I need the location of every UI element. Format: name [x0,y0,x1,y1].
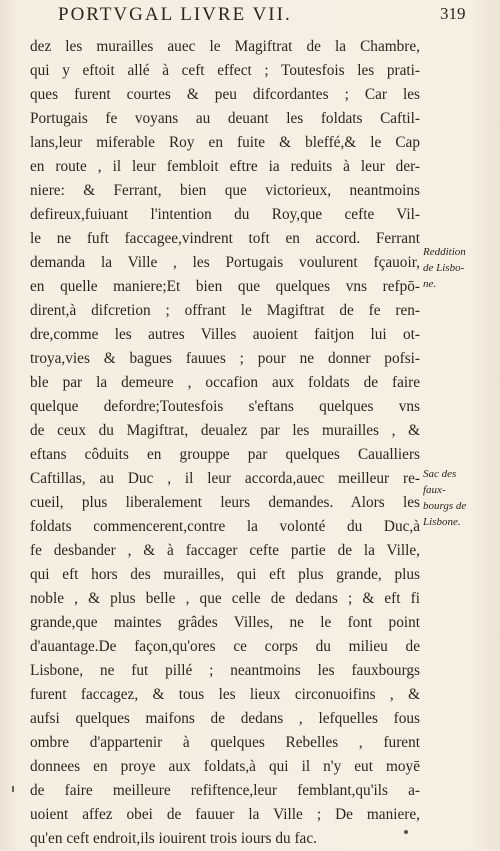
text-line: dre,comme les autres Villes auoient faitjon lui ot- [30,326,420,343]
text-line: uoient affez obei de fauuer la Ville ; De maniere, [30,806,420,823]
margin-note-line: de Lisbo- [423,262,465,274]
text-line: dirent,à difcretion ; offrant le Magiftrat de fe ren- [30,302,420,319]
body-text [30,35,420,851]
text-line: en route , il leur fembloit eftre ia reduits à leur der- [30,158,420,175]
margin-note-sac [423,466,499,530]
text-line: eftans côduits en grouppe par quelques Caualliers [30,446,420,463]
text-line: de ceux du Magiftrat, deualez par les murailles , & [30,422,420,439]
text-line: de faire meilleure refiftence,leur femblant,qu'ils a- [30,782,420,799]
text-line: defireux,fuiuant l'intention du Roy,que cefte Vil- [30,206,420,223]
text-line: dez les murailles auec le Magiftrat de la Chambre, [30,38,420,55]
margin-note-line: ne. [423,278,437,290]
text-line: noble , & plus belle , que celle de dedans ; & eft fi [30,590,420,607]
running-title: PORTVGAL LIVRE VII. [58,4,292,25]
text-line: niere: & Ferrant, bien que victorieux, neantmoins [30,182,420,199]
text-line: furent faccagez, & tous les lieux circonuoifins , & [30,686,420,703]
text-line: fe desbander , & à faccager cefte partie de la Ville, [30,542,420,559]
text-line: ques furent courtes & peu difcordantes ; Car les [30,86,420,103]
text-line: cueil, plus liberalement leurs demandes. Alors les [30,494,420,511]
text-line: quelque defordre;Toutesfois s'eftans quelques vns [30,398,420,415]
text-line: ombre d'appartenir à quelques Rebelles , furent [30,734,420,751]
margin-note-line: faux- [423,484,446,496]
text-line: en quelle maniere;Et bien que quelques vns refpō- [30,278,420,295]
margin-note-line: bourgs de [423,500,467,512]
text-line: lans,leur miferable Roy en fuite & bleffé,& le Cap [30,134,420,151]
margin-note-line: Sac des [423,468,457,480]
text-line: d'auantage.De façon,qu'ores ce corps du milieu de [30,638,420,655]
text-line: Caftillas, au Duc , il leur accorda,auec meilleur re- [30,470,420,487]
text-line: qu'en ceft endroit,ils iouirent trois iours du fac. [30,830,317,847]
text-line: Portugais fe voyans au deuant les foldats Caftil- [30,110,420,127]
text-line: grande,que maintes grâdes Villes, ne le font point [30,614,420,631]
margin-note-line: Reddition [423,246,466,258]
text-line: donnees en proye aux foldats,à qui il n'y eut moyē [30,758,420,775]
text-line: ble par la demeure , occafion aux foldats de faire [30,374,420,391]
text-line: demanda la Ville , les Portugais voulurent fçauoir, [30,254,420,271]
ink-dot [404,830,408,834]
text-line: qui y eftoit allé à ceft effect ; Toutesfois les prati- [30,62,420,79]
text-line: Lisbone, ne fut pillé ; neantmoins les fauxbourgs [30,662,420,679]
text-line: troya,vies & bagues fauues ; pour ne donner pofsi- [30,350,420,367]
text-line: aufsi quelques maifons de dedans , lefquelles fous [30,710,420,727]
page-number: 319 [440,4,466,23]
ink-mark [12,786,14,792]
text-line: qui eft hors des murailles, qui eft plus grande, plus [30,566,420,583]
text-line: foldats commencerent,contre la volonté du Duc,à [30,518,420,535]
margin-note-line: Lisbone. [423,516,461,528]
margin-note-reddition [423,244,499,292]
text-line: le ne fuft faccagee,vindrent toft en accord. Ferrant [30,230,420,247]
